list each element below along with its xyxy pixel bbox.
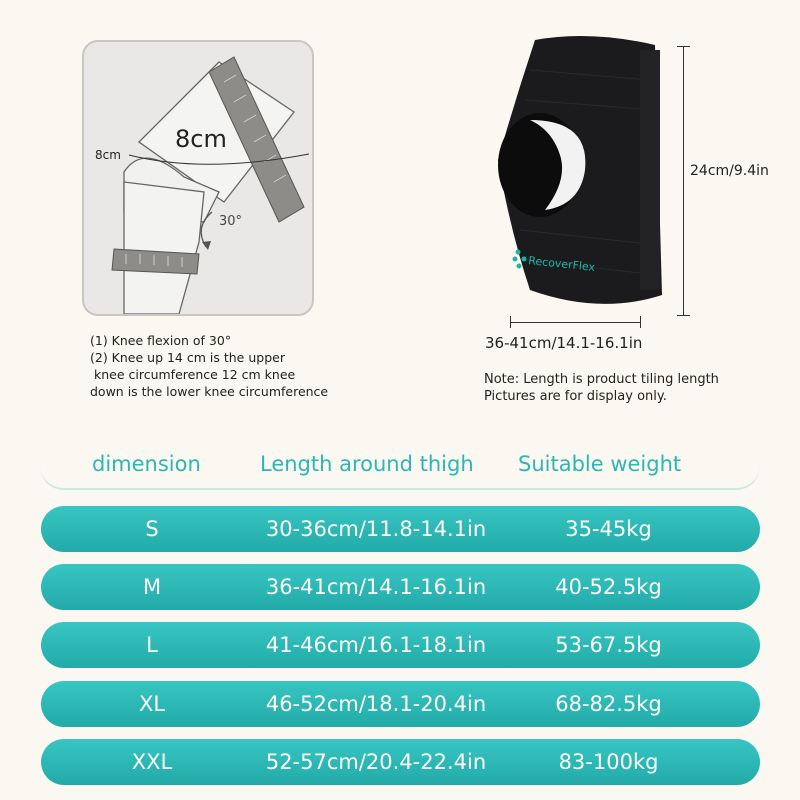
- header-weight: Suitable weight: [518, 452, 682, 476]
- height-label: 24cm/9.4in: [690, 163, 769, 179]
- weight-cell: 53-67.5kg: [555, 633, 662, 657]
- knee-brace-drawing: [490, 30, 680, 310]
- knee-brace-image: [490, 30, 680, 310]
- size-cell: S: [145, 517, 159, 541]
- measurement-notes: [90, 332, 390, 400]
- size-row: [41, 739, 760, 785]
- note-line: down is the lower knee circumference: [90, 384, 329, 399]
- length-cell: 36-41cm/14.1-16.1in: [265, 575, 487, 599]
- size-row: [41, 681, 760, 727]
- size-cell: XXL: [131, 750, 173, 774]
- length-cell: 52-57cm/20.4-22.4in: [265, 750, 487, 774]
- size-row: [41, 506, 760, 552]
- height-dimension-cap: [677, 46, 690, 47]
- brand-logo-text: RecoverFlex: [527, 254, 596, 274]
- size-cell: XL: [138, 692, 166, 716]
- flexion-angle-label: 30°: [219, 214, 243, 229]
- height-dimension-cap: [677, 315, 690, 316]
- size-cell: M: [142, 575, 162, 599]
- weight-cell: 35-45kg: [565, 517, 652, 541]
- weight-cell: 83-100kg: [558, 750, 659, 774]
- header-length: Length around thigh: [260, 452, 474, 476]
- knee-measurement-illustration: [82, 40, 314, 316]
- side-measurement-label: 8cm: [95, 148, 121, 162]
- product-notes: [484, 371, 719, 405]
- upper-measurement-label: 8cm: [175, 125, 227, 153]
- note-line: (1) Knee flexion of 30°: [90, 333, 232, 348]
- size-cell: L: [146, 633, 158, 657]
- note-line: Note: Length is product tiling length: [484, 372, 719, 387]
- length-cell: 41-46cm/16.1-18.1in: [265, 633, 487, 657]
- size-row: [41, 564, 760, 610]
- note-line: knee circumference 12 cm knee: [90, 367, 296, 382]
- width-label: 36-41cm/14.1-16.1in: [485, 334, 643, 352]
- note-line: Pictures are for display only.: [484, 389, 667, 404]
- header-dimension: dimension: [92, 452, 201, 476]
- knee-leg-drawing: [84, 42, 312, 314]
- width-dimension-cap: [510, 316, 511, 328]
- height-dimension-line: [683, 46, 684, 316]
- weight-cell: 68-82.5kg: [555, 692, 662, 716]
- length-cell: 30-36cm/11.8-14.1in: [265, 517, 487, 541]
- width-dimension-cap: [640, 316, 641, 328]
- weight-cell: 40-52.5kg: [555, 575, 662, 599]
- width-dimension-line: [510, 322, 641, 323]
- size-row: [41, 622, 760, 668]
- length-cell: 46-52cm/18.1-20.4in: [265, 692, 487, 716]
- note-line: (2) Knee up 14 cm is the upper: [90, 350, 285, 365]
